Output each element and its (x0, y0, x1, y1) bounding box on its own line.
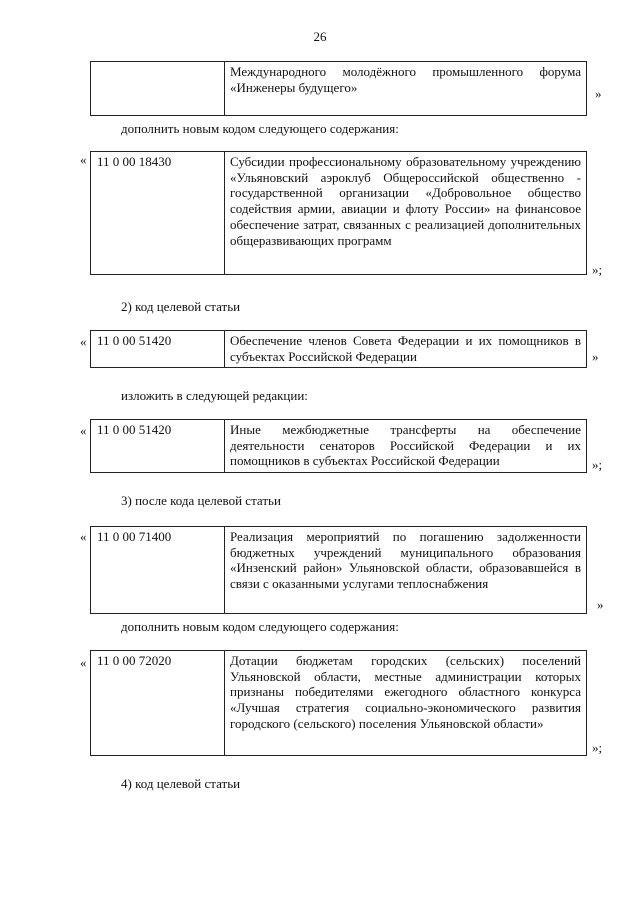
opening-quote: « (80, 152, 87, 167)
item-paragraph: 2) код целевой статьи (121, 299, 241, 314)
opening-quote: « (80, 655, 87, 670)
target-description-cell: Дотации бюджетам городских (сельских) поселений Ульяновской области, местные администрации которых признаны победителями ежегодного областного конкурса «Лучшая стратегия социально-экономического развития городского (сельского) поселения Ульяновской области» (230, 653, 581, 731)
opening-quote: « (80, 529, 87, 544)
target-description-cell: Реализация мероприятий по погашению задолженности бюджетных учреждений муниципального образования «Инзенский район» Ульяновской области, образовавшейся в связи с оказанными услугами теплоснабжения (230, 529, 581, 592)
target-description-cell: Субсидии профессиональному образовательному учреждению «Ульяновский аэроклуб Общероссийской общественно - государственной организации «Добровольное общество содействия армии, авиации и флоту России» на финансовое обеспечение затрат, связанных с реализацией дополнительных общеразвивающих программ (230, 154, 581, 248)
budget-code-table (90, 61, 587, 116)
budget-code-table (90, 650, 587, 756)
closing-quote: »; (592, 262, 603, 277)
page-number: 26 (313, 29, 327, 44)
target-description-cell: Обеспечение членов Совета Федерации и их помощников в субъектах Российской Федерации (230, 333, 581, 364)
instruction-paragraph: изложить в следующей редакции: (121, 388, 308, 403)
instruction-paragraph: дополнить новым кодом следующего содержания: (121, 121, 399, 136)
instruction-paragraph: дополнить новым кодом следующего содержания: (121, 619, 399, 634)
target-description-cell: Международного молодёжного промышленного форума «Инженеры будущего» (230, 64, 581, 95)
closing-quote: » (592, 349, 599, 364)
target-code-cell: 11 0 00 72020 (91, 651, 225, 755)
target-code-cell: 11 0 00 51420 (91, 420, 225, 472)
target-description-cell: Иные межбюджетные трансферты на обеспечение деятельности сенаторов Российской Федерации и их помощников в субъектах Российской Федерации (230, 422, 581, 469)
target-code-cell (91, 62, 225, 115)
closing-quote: » (595, 86, 602, 101)
budget-code-table (90, 419, 587, 473)
opening-quote: « (80, 423, 87, 438)
budget-code-table (90, 151, 587, 275)
item-paragraph: 3) после кода целевой статьи (121, 493, 281, 508)
closing-quote: »; (592, 740, 603, 755)
budget-code-table (90, 526, 587, 614)
opening-quote: « (80, 334, 87, 349)
target-code-cell: 11 0 00 18430 (91, 152, 225, 274)
closing-quote: » (597, 597, 604, 612)
closing-quote: »; (592, 457, 603, 472)
target-code-cell: 11 0 00 51420 (91, 331, 225, 367)
item-paragraph: 4) код целевой статьи (121, 776, 241, 791)
budget-code-table (90, 330, 587, 368)
target-code-cell: 11 0 00 71400 (91, 527, 225, 613)
